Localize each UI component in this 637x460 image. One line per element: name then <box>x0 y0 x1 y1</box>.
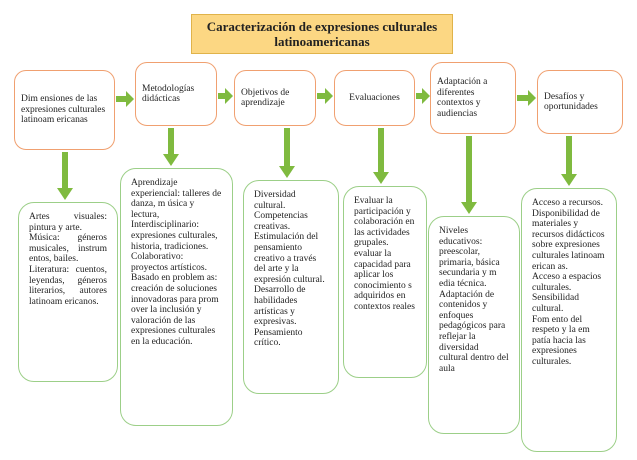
arrow-right-3 <box>317 88 333 104</box>
arrow-right-2 <box>218 88 233 104</box>
detail-adaptacion: Niveles educativos: preescolar, primaria, básica secundaria y m edia técnica. Adaptación de contenidos y enfoques pedagógicos para reflejar la diversidad cultural dentro del aula <box>428 216 520 434</box>
diagram-title: Caracterización de expresiones culturales latinoamericanas <box>191 14 453 54</box>
detail-desafios: Acceso a recursos. Disponibilidad de materiales y recursos didácticos sobre expresiones culturales latinoam erican as. Acceso a espacios culturales. Sensibilidad cultural. Fom ento del respeto y la em patía hacia las expresiones culturales. <box>521 188 617 452</box>
header-evaluaciones: Evaluaciones <box>334 70 415 126</box>
arrow-down-6 <box>561 136 577 186</box>
detail-evaluaciones: Evaluar la participación y colaboración en las actividades grupales. evaluar la capacidad para aplicar los conocimiento s adquiridos en contextos reales <box>343 186 427 378</box>
header-desafios: Desafíos y oportunidades <box>537 70 623 134</box>
arrow-right-5 <box>517 90 536 106</box>
arrow-right-1 <box>116 91 134 107</box>
arrow-down-3 <box>279 128 295 178</box>
detail-objetivos: Diversidad cultural. Competencias creativas. Estimulación del pensamiento creativo a través del arte y la expresión cultural. Desarrollo de habilidades artísticas y expresivas. Pensamiento crítico. <box>243 180 339 394</box>
detail-dimensiones: Artes visuales: pintura y arte. Música: géneros musicales, instrum entos, bailes. Literatura: cuentos, leyendas, géneros literarios, autores latinoam ericanos. <box>18 202 118 382</box>
arrow-right-4 <box>416 88 430 104</box>
arrow-down-5 <box>461 136 477 214</box>
arrow-down-1 <box>57 152 73 200</box>
header-dimensiones: Dim ensiones de las expresiones culturales latinoam ericanas <box>14 70 115 150</box>
detail-metodologias: Aprendizaje experiencial: talleres de danza, m úsica y lectura, Interdisciplinario: expresiones culturales, historia, tradiciones. Colaborativo: proyectos artísticos. Basado en problem as: creación de soluciones innovadoras para prom over la inclusión y valoración de las expresiones culturales en la educación. <box>120 168 233 426</box>
header-objetivos: Objetivos de aprendizaje <box>234 70 316 126</box>
arrow-down-2 <box>163 128 179 166</box>
arrow-down-4 <box>373 128 389 184</box>
header-adaptacion: Adaptación a diferentes contextos y audiencias <box>430 62 516 134</box>
header-metodologias: Metodologías didácticas <box>135 62 217 126</box>
